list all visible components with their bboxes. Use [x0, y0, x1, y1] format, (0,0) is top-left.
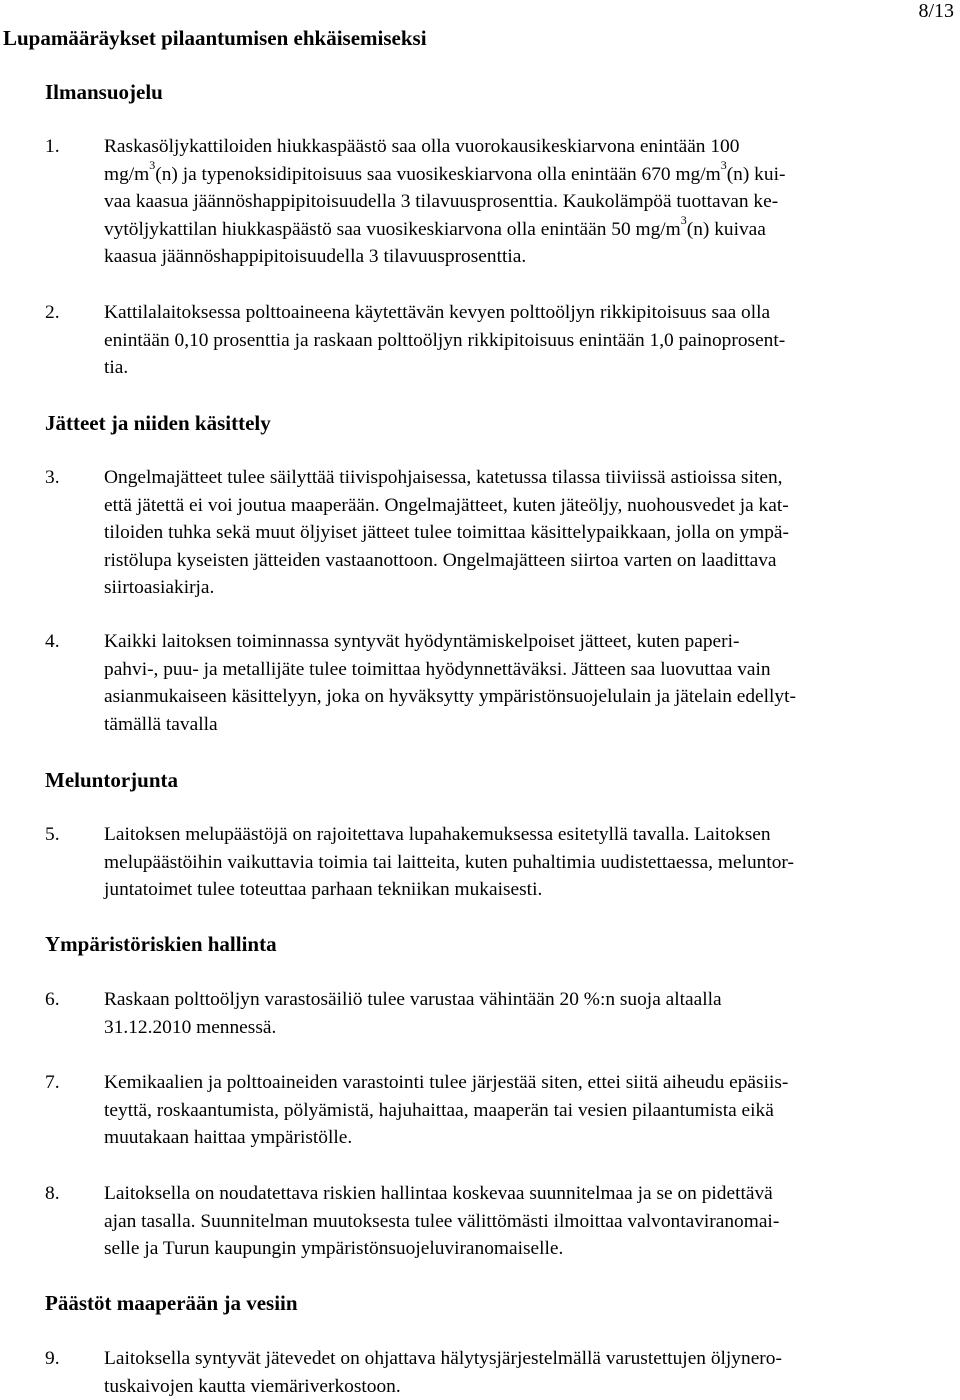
text-line: Ongelmajätteet tulee säilyttää tiivispohjaisessa, katetussa tilassa tiiviissä astioissa siten,: [104, 467, 783, 488]
text-line: asianmukaiseen käsittelyyn, joka on hyväksytty ympäristönsuojelulain ja jätelain edellyt-: [104, 686, 796, 707]
text-line: Kemikaalien ja polttoaineiden varastointi tulee järjestää siten, ettei siitä aiheudu epäsiis-: [104, 1072, 789, 1093]
item-number: 3.: [45, 467, 60, 488]
text-line: selle ja Turun kaupungin ympäristönsuojeluviranomaiselle.: [104, 1238, 564, 1259]
item-number: 4.: [45, 631, 60, 652]
text-line: vaa kaasua jäännöshappipitoisuudella 3 tilavuusprosenttia. Kaukolämpöä tuottavan ke-: [104, 191, 779, 212]
text-line: pahvi-, puu- ja metallijäte tulee toimittaa hyödynnettäväksi. Jätteen saa luovuttaa vain: [104, 658, 771, 680]
item-text: [104, 821, 957, 904]
item-number: 2.: [45, 302, 60, 323]
document-title: Lupamääräykset pilaantumisen ehkäisemiseksi: [3, 26, 427, 50]
text-line: Laitoksella on noudatettava riskien hallintaa koskevaa suunnitelmaa ja se on pidettävä: [104, 1183, 773, 1204]
text-line: 31.12.2010 mennessä.: [104, 1016, 277, 1038]
list-item-5: [45, 821, 957, 904]
text-line: kaasua jäännöshappipitoisuudella 3 tilavuusprosenttia.: [104, 246, 527, 267]
list-item-9: [45, 1345, 957, 1400]
section-heading-noise: Meluntorjunta: [45, 768, 178, 792]
item-text: [104, 1345, 957, 1400]
text-line: Laitoksen melupäästöjä on rajoitettava lupahakemuksessa esitetyllä tavalla. Laitoksen: [104, 824, 771, 845]
text-line: tuskaivojen kautta viemäriverkostoon.: [104, 1375, 401, 1397]
item-text: [104, 464, 957, 602]
text-line: teyttä, roskaantumista, pölyämistä, hajuhaittaa, maaperän tai vesien pilaantumista eikä: [104, 1099, 774, 1121]
item-text: [104, 299, 957, 382]
text-line: ajan tasalla. Suunnitelman muutoksesta tulee välittömästi ilmoittaa valvontaviranomai-: [104, 1210, 780, 1232]
text-line: tia.: [104, 357, 129, 378]
list-item-3: [45, 464, 957, 602]
section-heading-soil: Päästöt maaperään ja vesiin: [45, 1291, 298, 1315]
text-line: tämällä tavalla: [104, 713, 218, 735]
list-item-4: [45, 628, 957, 738]
item-text: [104, 133, 957, 271]
text-line: ristölupa kyseisten jätteiden vastaanottoon. Ongelmajätteen siirtoa varten on laadittava: [104, 549, 777, 571]
item-number: 8.: [45, 1183, 60, 1204]
text-line: Raskasöljykattiloiden hiukkaspäästö saa olla vuorokausikeskiarvona enintään 100: [104, 136, 740, 157]
list-item-1: [45, 133, 957, 271]
text-line: $mg/m^3(n)$ ja typenoksidipitoisuus saa vuosikeskiarvona olla enintään 670 $mg/m^3(n)$ kui-: [104, 158, 786, 185]
text-line: Raskaan polttoöljyn varastosäiliö tulee varustaa vähintään 20 %:n suoja altaalla: [104, 989, 722, 1010]
item-number: 5.: [45, 824, 60, 845]
item-text: [104, 986, 957, 1041]
item-text: [104, 1069, 957, 1152]
list-item-2: [45, 299, 957, 382]
item-number: 6.: [45, 989, 60, 1010]
page-number: 8/13: [918, 0, 954, 22]
text-line: melupäästöihin vaikuttavia toimia tai laitteita, kuten puhaltimia uudistettaessa, meluntor-: [104, 851, 794, 873]
text-line: Kaikki laitoksen toiminnassa syntyvät hyödyntämiskelpoiset jätteet, kuten paperi-: [104, 631, 740, 652]
section-heading-risk: Ympäristöriskien hallinta: [45, 932, 277, 956]
item-number: 1.: [45, 136, 60, 157]
item-text: [104, 628, 957, 738]
text-line: Kattilalaitoksessa polttoaineena käytettävän kevyen polttoöljyn rikkipitoisuus saa olla: [104, 302, 771, 323]
text-line: juntatoimet tulee toteuttaa parhaan tekniikan mukaisesti.: [104, 879, 543, 900]
text-line: enintään 0,10 prosenttia ja raskaan polttoöljyn rikkipitoisuus enintään 1,0 painoprosent-: [104, 329, 786, 351]
list-item-7: [45, 1069, 957, 1152]
section-heading-waste: Jätteet ja niiden käsittely: [45, 411, 271, 435]
list-item-8: [45, 1180, 957, 1263]
item-number: 9.: [45, 1348, 60, 1369]
list-item-6: [45, 986, 957, 1041]
section-heading-air: Ilmansuojelu: [45, 80, 163, 104]
item-text: [104, 1180, 957, 1263]
text-line: siirtoasiakirja.: [104, 577, 215, 598]
text-line: tiloiden tuhka sekä muut öljyiset jätteet tulee toimittaa käsittelypaikkaan, jolla on ympä-: [104, 522, 789, 543]
item-number: 7.: [45, 1072, 60, 1093]
text-line: Laitoksella syntyvät jätevedet on ohjattava hälytysjärjestelmällä varustettujen öljynero-: [104, 1348, 782, 1369]
text-line: muutakaan haittaa ympäristölle.: [104, 1127, 353, 1148]
text-line: että jätettä ei voi joutua maaperään. Ongelmajätteet, kuten jäteöljy, nuohousvedet ja kat-: [104, 494, 789, 516]
text-line: vytöljykattilan hiukkaspäästö saa vuosikeskiarvona olla enintään 50 $mg/m^3(n)$ kuivaa: [104, 213, 766, 240]
